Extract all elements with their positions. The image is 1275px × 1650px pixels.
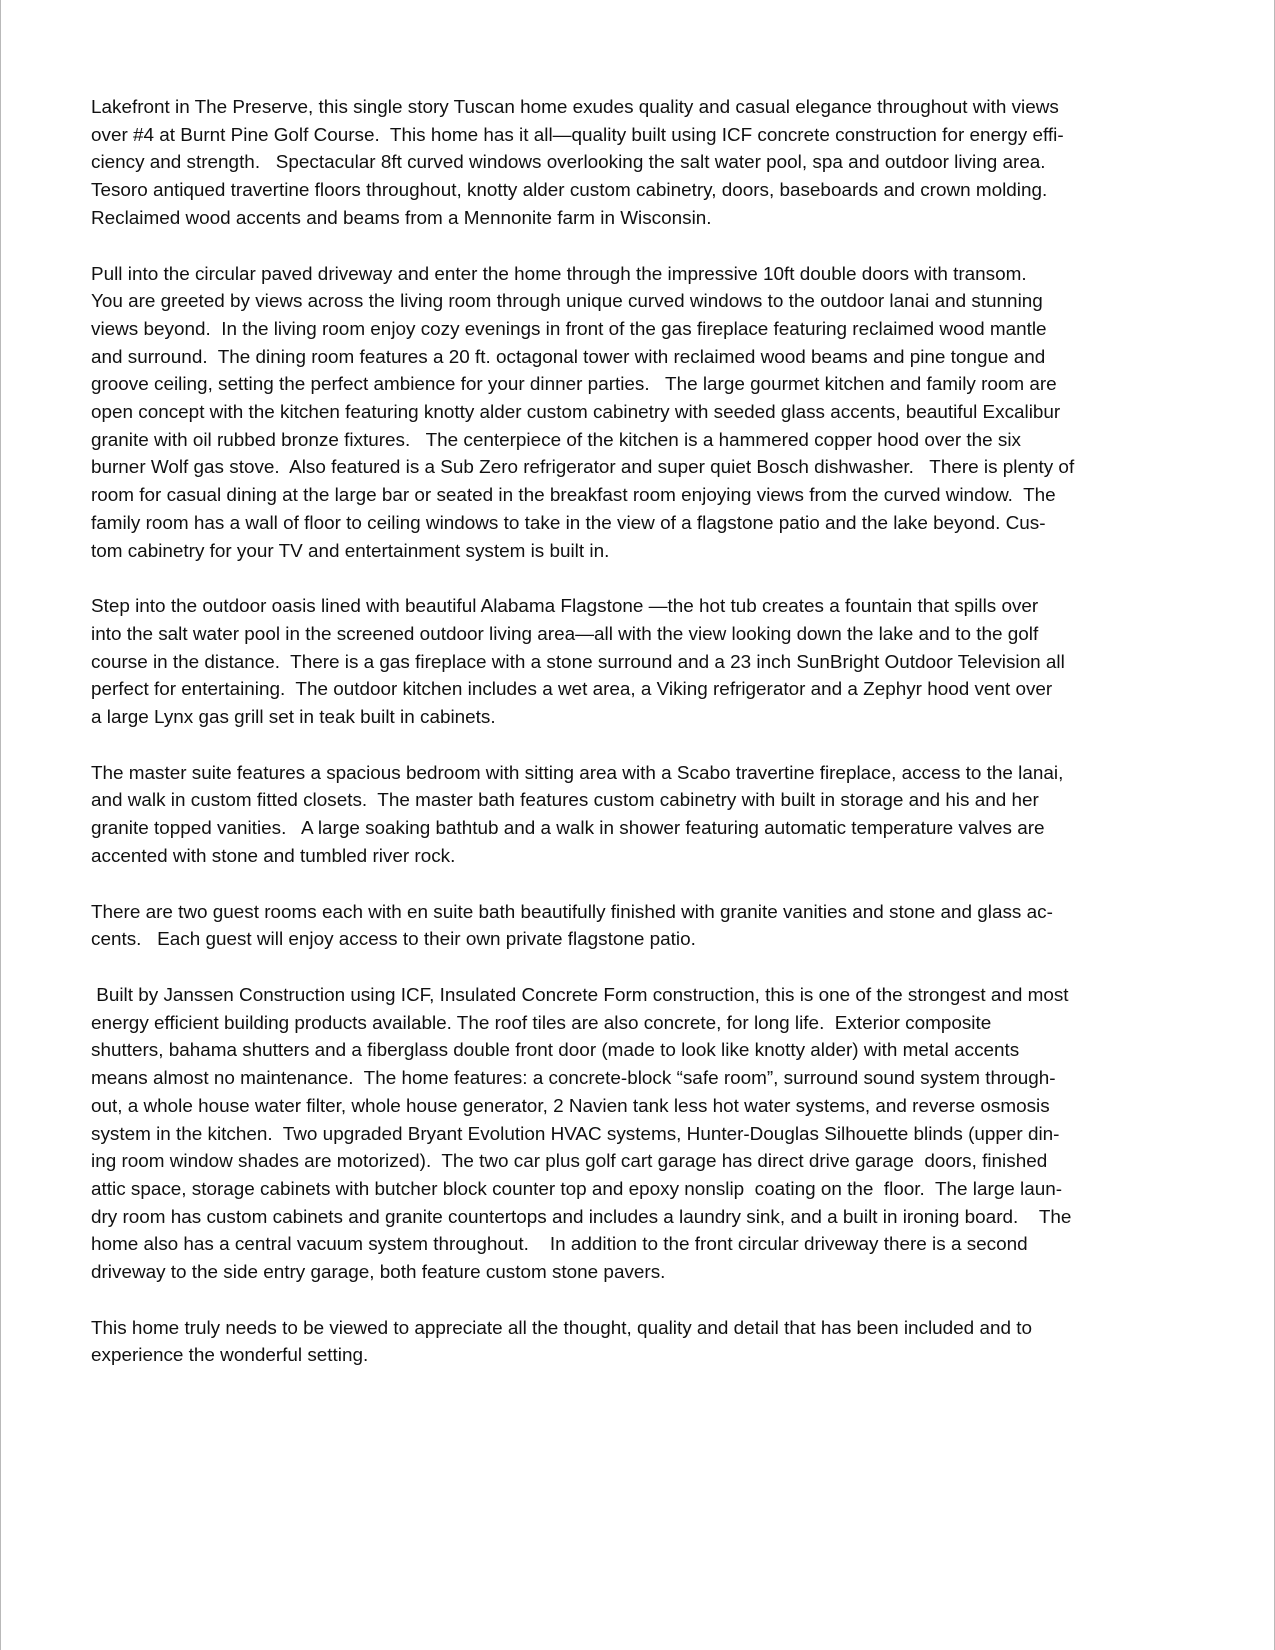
text-line: groove ceiling, setting the perfect ambience for your dinner parties. The large gourmet kitchen and family room are [91, 374, 1057, 396]
text-line: You are greeted by views across the living room through unique curved windows to the outdoor lanai and stunning [91, 291, 1043, 313]
text-line: means almost no maintenance. The home features: a concrete-block “safe room”, surround sound system through- [91, 1068, 1056, 1090]
text-line: and walk in custom fitted closets. The master bath features custom cabinetry with built in storage and his and her [91, 790, 1039, 812]
text-line: course in the distance. There is a gas fireplace with a stone surround and a 23 inch SunBright Outdoor Television all [91, 651, 1065, 673]
text-line: Built by Janssen Construction using ICF, Insulated Concrete Form construction, this is one of the strongest and most [91, 984, 1069, 1006]
text-line: over #4 at Burnt Pine Golf Course. This home has it all—quality built using ICF concrete construction for energy effi- [91, 124, 1064, 146]
text-line: dry room has custom cabinets and granite countertops and includes a laundry sink, and a built in ironing board. The [91, 1206, 1072, 1228]
text-line: granite with oil rubbed bronze fixtures. The centerpiece of the kitchen is a hammered copper hood over the six [91, 429, 1022, 451]
text-line: views beyond. In the living room enjoy cozy evenings in front of the gas fireplace featuring reclaimed wood mantle [91, 318, 1047, 340]
paragraph-overview [91, 94, 1183, 233]
paragraph-outdoor [91, 593, 1183, 732]
text-line: room for casual dining at the large bar or seated in the breakfast room enjoying views from the curved window. The [91, 485, 1056, 507]
text-line: accented with stone and tumbled river rock. [91, 845, 456, 867]
text-line: Tesoro antiqued travertine floors throughout, knotty alder custom cabinetry, doors, baseboards and crown molding. [91, 180, 1048, 202]
text-line: perfect for entertaining. The outdoor kitchen includes a wet area, a Viking refrigerator and a Zephyr hood vent over [91, 679, 1053, 701]
paragraph-interior [91, 261, 1183, 566]
text-line: Pull into the circular paved driveway and enter the home through the impressive 10ft double doors with transom. [91, 263, 1027, 285]
text-line: a large Lynx gas grill set in teak built in cabinets. [91, 707, 496, 729]
page-left-border [0, 0, 1, 1650]
text-line: burner Wolf gas stove. Also featured is a Sub Zero refrigerator and super quiet Bosch dishwasher. There is plenty of [91, 457, 1075, 479]
paragraph-construction [91, 982, 1183, 1287]
text-line: attic space, storage cabinets with butcher block counter top and epoxy nonslip coating on the floor. The large laun- [91, 1178, 1063, 1200]
text-line: into the salt water pool in the screened outdoor living area—all with the view looking down the lake and to the golf [91, 623, 1039, 645]
text-line: This home truly needs to be viewed to appreciate all the thought, quality and detail that has been included and to [91, 1317, 1032, 1339]
text-line: family room has a wall of floor to ceiling windows to take in the view of a flagstone patio and the lake beyond. Cus- [91, 512, 1046, 534]
text-line: granite topped vanities. A large soaking bathtub and a walk in shower featuring automatic temperature valves are [91, 818, 1045, 840]
text-line: shutters, bahama shutters and a fiberglass double front door (made to look like knotty alder) with metal accents [91, 1040, 1020, 1062]
text-line: cents. Each guest will enjoy access to their own private flagstone patio. [91, 929, 696, 951]
text-line: system in the kitchen. Two upgraded Bryant Evolution HVAC systems, Hunter-Douglas Silhouette blinds (upper din- [91, 1123, 1060, 1145]
paragraph-closing [91, 1315, 1183, 1370]
text-line: home also has a central vacuum system throughout. In addition to the front circular driveway there is a second [91, 1234, 1028, 1256]
text-line: The master suite features a spacious bedroom with sitting area with a Scabo travertine fireplace, access to the lanai, [91, 762, 1064, 784]
text-line: open concept with the kitchen featuring knotty alder custom cabinetry with seeded glass accents, beautiful Excalibur [91, 402, 1061, 424]
text-line: ing room window shades are motorized). The two car plus golf cart garage has direct drive garage doors, finished [91, 1151, 1048, 1173]
property-description-document [91, 94, 1183, 1398]
text-line: out, a whole house water filter, whole house generator, 2 Navien tank less hot water systems, and reverse osmosis [91, 1095, 1050, 1117]
text-line: energy efficient building products available. The roof tiles are also concrete, for long life. Exterior composite [91, 1012, 992, 1034]
text-line: Lakefront in The Preserve, this single story Tuscan home exudes quality and casual elegance throughout with views [91, 97, 1059, 118]
paragraph-master-suite [91, 760, 1183, 871]
text-line: driveway to the side entry garage, both feature custom stone pavers. [91, 1262, 666, 1284]
text-line: and surround. The dining room features a 20 ft. octagonal tower with reclaimed wood beams and pine tongue and [91, 346, 1046, 368]
paragraph-guest-rooms [91, 899, 1183, 954]
text-line: Reclaimed wood accents and beams from a Mennonite farm in Wisconsin. [91, 207, 712, 229]
text-line: tom cabinetry for your TV and entertainment system is built in. [91, 540, 610, 562]
text-line: experience the wonderful setting. [91, 1345, 369, 1367]
text-line: There are two guest rooms each with en suite bath beautifully finished with granite vanities and stone and glass ac- [91, 901, 1053, 923]
text-line: ciency and strength. Spectacular 8ft curved windows overlooking the salt water pool, spa and outdoor living area. [91, 152, 1046, 174]
text-line: Step into the outdoor oasis lined with beautiful Alabama Flagstone —the hot tub creates a fountain that spills over [91, 596, 1039, 618]
